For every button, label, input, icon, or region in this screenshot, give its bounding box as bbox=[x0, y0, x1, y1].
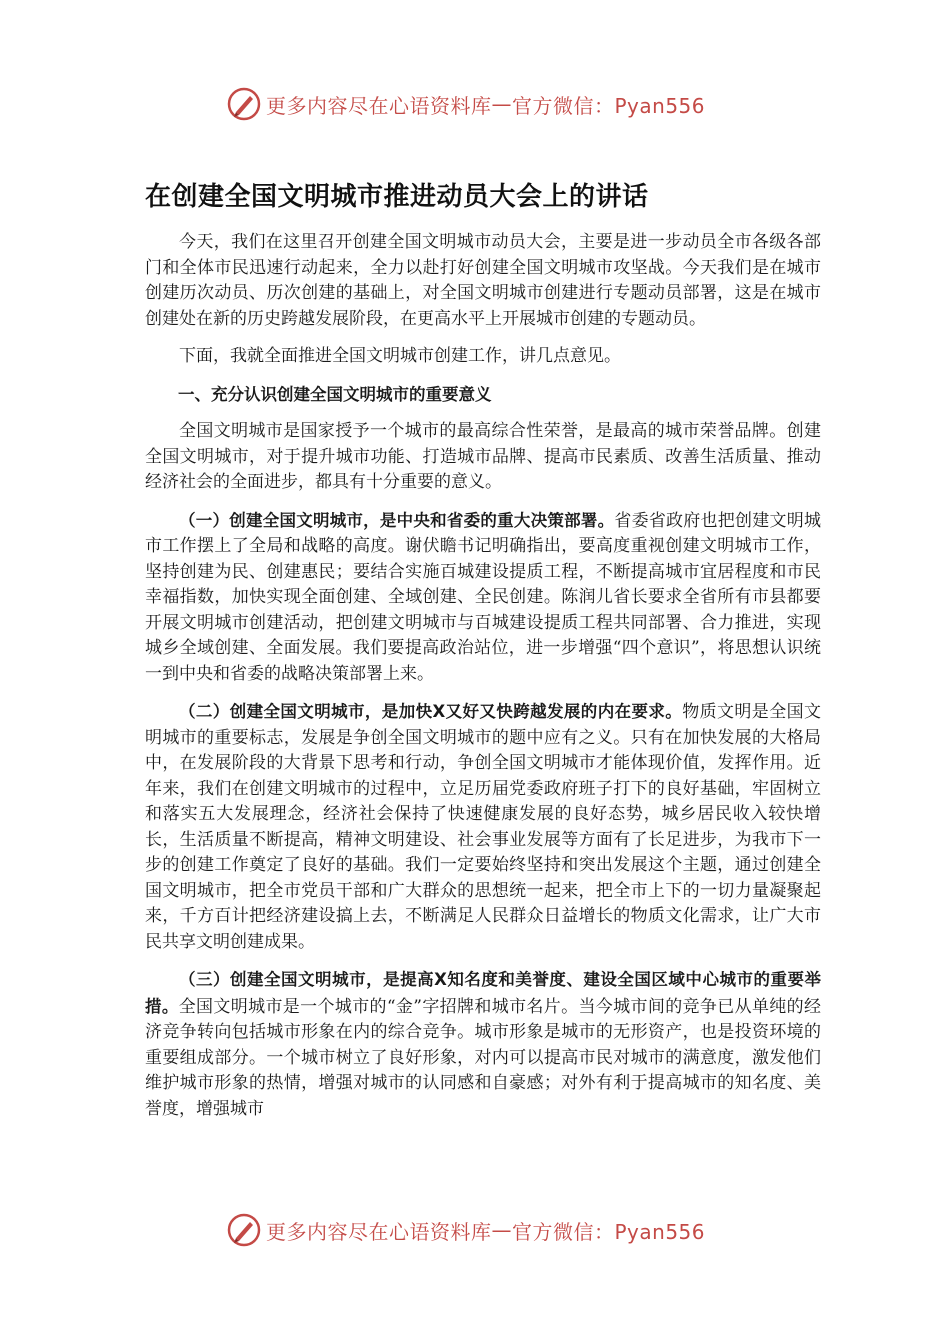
watermark-text: 更多内容尽在心语资料库 bbox=[266, 1219, 492, 1244]
paragraph-outline: 下面，我就全面推进全国文明城市创建工作，讲几点意见。 bbox=[179, 346, 621, 366]
watermark-banner-bottom bbox=[226, 1210, 746, 1250]
document-body bbox=[145, 230, 821, 1134]
watermark-wechat: 官方微信：Pyan556 bbox=[512, 93, 706, 118]
subsection-3-body: 全国文明城市是一个城市的“金”字招牌和城市名片。当今城市间的竞争已从单纯的经济竞争转向包括城市形象在内的综合竞争。城市形象是城市的无形资产，也是投资环境的重要组成部分。一个城市树立了良好形象，对内可以提高市民对城市的满意度，激发他们维护城市形象的热情，增强对城市的认同感和自豪感；对外有利于提高城市的知名度、美誉度，增强城市 bbox=[145, 996, 821, 1119]
subsection-1-body: 省委省政府也把创建文明城市工作摆上了全局和战略的高度。谢伏瞻书记明确指出，要高度重视创建文明城市工作，坚持创建为民、创建惠民；要结合实施百城建设提质工程，不断提高城市宜居程度和市民幸福指数，加快实现全面创建、全域创建、全民创建。陈润儿省长要求全省所有市县都要开展文明城市创建活动，把创建文明城市与百城建设提质工程共同部署、合力推进，实现城乡全域创建、全面发展。我们要提高政治站位，进一步增强“四个意识”，将思想认识统一到中央和省委的战略决策部署上来。 bbox=[145, 510, 822, 684]
watermark-separator: — bbox=[491, 92, 512, 116]
subsection-1-lead: （一）创建全国文明城市，是中央和省委的重大决策部署。 bbox=[179, 510, 615, 530]
subsection-3-lead: （三）创建全国文明城市，是提高X知名度和美誉度、建设全国区域中心城市的重要举措。 bbox=[145, 970, 821, 1016]
subsection-3 bbox=[145, 967, 821, 1122]
section-heading-1: 一、充分认识创建全国文明城市的重要意义 bbox=[178, 384, 492, 404]
paragraph-significance: 全国文明城市是国家授予一个城市的最高综合性荣誉，是最高的城市荣誉品牌。创建全国文明城市，对于提升城市功能、打造城市品牌、提高市民素质、改善生活质量、推动经济社会的全面进步，都具有十分重要的意义。 bbox=[145, 421, 821, 492]
document-title: 在创建全国文明城市推进动员大会上的讲话 bbox=[145, 182, 649, 212]
subsection-2-lead: （二）创建全国文明城市，是加快X又好又快跨越发展的内在要求。 bbox=[179, 702, 683, 721]
subsection-1 bbox=[145, 508, 821, 688]
watermark-separator: — bbox=[491, 1218, 512, 1242]
paragraph-intro: 今天，我们在这里召开创建全国文明城市动员大会，主要是进一步动员全市各级各部门和全体市民迅速行动起来，全力以赴打好创建全国文明城市攻坚战。今天我们是在城市创建历次动员、历次创建的基础上，对全国文明城市创建进行专题动员部署，这是在城市创建处在新的历史跨越发展阶段，在更高水平上开展城市创建的专题动员。 bbox=[145, 232, 821, 329]
pen-logo-icon bbox=[226, 1212, 262, 1248]
subsection-2 bbox=[145, 699, 821, 955]
subsection-2-body: 物质文明是全国文明城市的重要标志，发展是争创全国文明城市的题中应有之义。只有在加快发展的大格局中，在发展阶段的大背景下思考和行动，争创全国文明城市才能体现价值，发挥作用。近年来，我们在创建文明城市的过程中，立足历届党委政府班子打下的良好基础，牢固树立和落实五大发展理念，经济社会保持了快速健康发展的良好态势，城乡居民收入较快增长，生活质量不断提高，精神文明建设、社会事业发展等方面有了长足进步，为我市下一步的创建工作奠定了良好的基础。我们一定要始终坚持和突出发展这个主题，通过创建全国文明城市，把全市党员干部和广大群众的思想统一起来，把全市上下的一切力量凝聚起来，千方百计把经济建设搞上去，不断满足人民群众日益增长的物质文化需求，让广大市民共享文明创建成果。 bbox=[145, 702, 821, 952]
watermark-wechat: 官方微信：Pyan556 bbox=[512, 1219, 706, 1244]
pen-logo-icon bbox=[226, 86, 262, 122]
watermark-text: 更多内容尽在心语资料库 bbox=[266, 93, 492, 118]
watermark-banner-top bbox=[226, 84, 746, 124]
